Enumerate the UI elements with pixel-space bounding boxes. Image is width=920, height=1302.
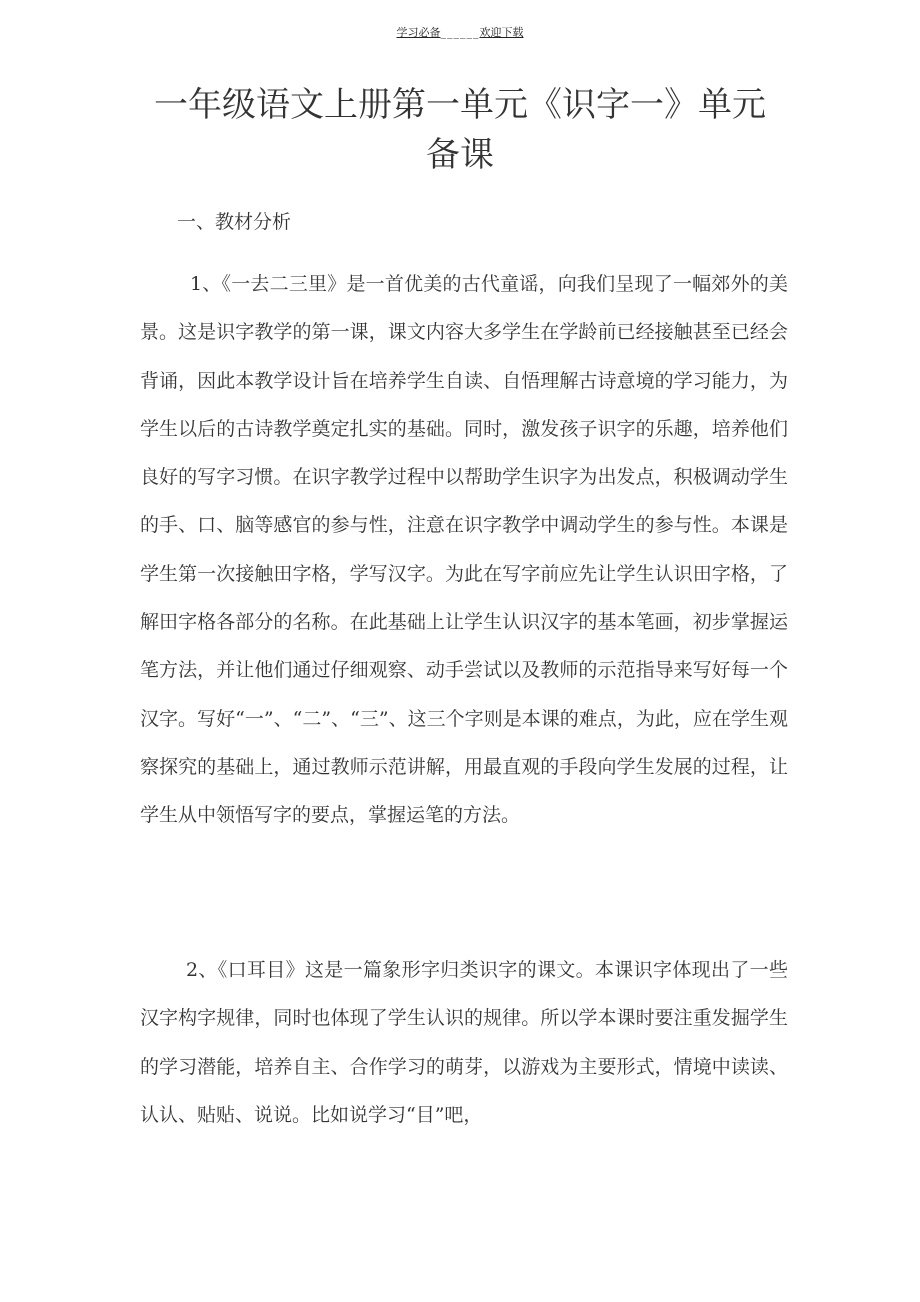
header-dashes: ______ bbox=[440, 26, 480, 39]
page-header bbox=[0, 26, 920, 40]
header-left-text: 学习必备 bbox=[396, 26, 441, 39]
header-right-text: 欢迎下载 bbox=[479, 26, 524, 39]
paragraph-lesson-2: 2、《口耳目》这是一篇象形字归类识字的课文。本课识字体现出了一些汉字构字规律，同时也体现了学生认识的规律。所以学本课时要注重发掘学生的学习潜能，培养自主、合作学习的萌芽，以游戏为主要形式，情境中读读、认认、贴贴、说说。比如说学习“目”吧， bbox=[140, 959, 788, 1126]
paragraph-lesson-1: 1、《一去二三里》是一首优美的古代童谣，向我们呈现了一幅郊外的美景。这是识字教学的第一课，课文内容大多学生在学龄前已经接触甚至已经会背诵，因此本教学设计旨在培养学生自读、自悟理解古诗意境的学习能力，为学生以后的古诗教学奠定扎实的基础。同时，激发孩子识字的乐趣，培养他们良好的写字习惯。在识字教学过程中以帮助学生识字为出发点，积极调动学生的手、口、脑等感官的参与性，注意在识字教学中调动学生的参与性。本课是学生第一次接触田字格，学写汉字。为此在写字前应先让学生认识田字格，了解田字格各部分的名称。在此基础上让学生认识汉字的基本笔画，初步掌握运笔方法，并让他们通过仔细观察、动手尝试以及教师的示范指导来写好每一个汉字。写好“一”、“二”、“三”、这三个字则是本课的难点，为此，应在学生观察探究的基础上，通过教师示范讲解，用最直观的手段向学生发展的过程，让学生从中领悟写字的要点，掌握运笔的方法。 bbox=[140, 273, 788, 827]
document-title-line-2: 备课 bbox=[426, 135, 494, 175]
document-title bbox=[0, 80, 920, 180]
document-title-line-1: 一年级语文上册第一单元《识字一》单元 bbox=[154, 85, 766, 125]
section-heading-textbook-analysis: 一、教材分析 bbox=[177, 211, 292, 233]
